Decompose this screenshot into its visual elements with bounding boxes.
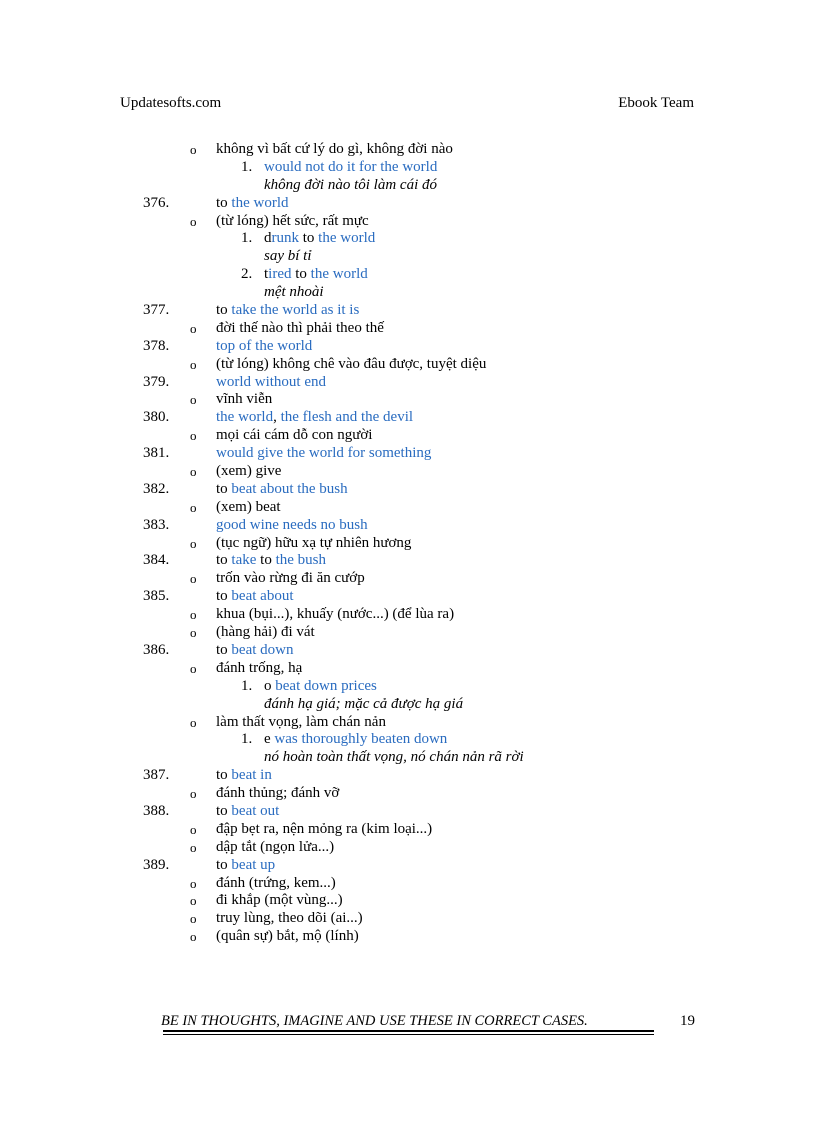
plain-text: (xem) beat bbox=[216, 498, 281, 515]
plain-text: to bbox=[291, 266, 311, 283]
line-text bbox=[216, 588, 293, 606]
entry-number: 389. bbox=[143, 856, 170, 873]
line-text bbox=[264, 696, 463, 714]
entry-number: 378. bbox=[143, 337, 170, 354]
plain-text: đời thế nào thì phải theo thế bbox=[216, 319, 384, 336]
line-text bbox=[264, 678, 377, 696]
line-text bbox=[216, 427, 372, 445]
meaning-row bbox=[0, 910, 816, 928]
line-text bbox=[216, 141, 453, 159]
line-text bbox=[216, 356, 486, 374]
dictionary-entries bbox=[0, 141, 816, 946]
linked-term[interactable]: beat in bbox=[231, 767, 272, 784]
bullet-icon: o bbox=[190, 392, 197, 408]
example-number: 1. bbox=[241, 158, 253, 175]
line-text bbox=[216, 767, 272, 785]
meaning-row bbox=[0, 624, 816, 642]
line-text bbox=[264, 749, 524, 767]
bullet-icon: o bbox=[190, 893, 197, 909]
bullet-icon: o bbox=[190, 660, 197, 676]
entry-row bbox=[0, 588, 816, 606]
linked-term[interactable]: would not do it for the world bbox=[264, 158, 438, 175]
plain-text: mọi cái cám dỗ con người bbox=[216, 427, 373, 444]
plain-text: đánh (trứng, kem...) bbox=[216, 874, 336, 891]
plain-text: , bbox=[273, 409, 281, 426]
plain-text: không vì bất cứ lý do gì, không đời nào bbox=[216, 141, 453, 157]
bullet-icon: o bbox=[190, 625, 197, 641]
translation-row bbox=[0, 177, 816, 195]
line-text bbox=[216, 552, 326, 570]
meaning-row bbox=[0, 463, 816, 481]
header-site-name: Updatesofts.com bbox=[120, 95, 222, 111]
plain-text: đánh trống, hạ bbox=[216, 659, 303, 676]
plain-text: to bbox=[216, 641, 232, 658]
linked-term[interactable]: the world bbox=[216, 409, 274, 426]
entry-number: 380. bbox=[143, 409, 170, 426]
line-text bbox=[216, 660, 302, 678]
plain-text: to bbox=[216, 856, 232, 873]
plain-text: không đời nào tôi làm cái đó bbox=[264, 176, 437, 193]
meaning-row bbox=[0, 213, 816, 231]
linked-term[interactable]: the world bbox=[310, 266, 368, 283]
line-text bbox=[264, 248, 312, 266]
line-text bbox=[216, 517, 368, 535]
linked-term[interactable]: beat out bbox=[231, 802, 280, 819]
page-number: 19 bbox=[680, 1013, 695, 1029]
line-text bbox=[216, 642, 294, 660]
meaning-row bbox=[0, 875, 816, 893]
entry-number: 382. bbox=[143, 480, 170, 497]
plain-text: vĩnh viễn bbox=[216, 391, 273, 408]
translation-row bbox=[0, 248, 816, 266]
example-row bbox=[0, 159, 816, 177]
linked-term[interactable]: the world bbox=[231, 194, 289, 211]
bullet-icon: o bbox=[190, 499, 197, 515]
entry-row bbox=[0, 517, 816, 535]
meaning-row bbox=[0, 356, 816, 374]
example-row bbox=[0, 731, 816, 749]
line-text bbox=[216, 606, 454, 624]
example-number: 1. bbox=[241, 731, 253, 748]
plain-text: dập tắt (ngọn lửa...) bbox=[216, 838, 335, 855]
line-text bbox=[264, 731, 447, 749]
example-row bbox=[0, 230, 816, 248]
meaning-row bbox=[0, 391, 816, 409]
line-text bbox=[216, 195, 289, 213]
entry-row bbox=[0, 642, 816, 660]
entry-row bbox=[0, 445, 816, 463]
line-text bbox=[216, 803, 279, 821]
entry-number: 385. bbox=[143, 588, 170, 605]
plain-text: to bbox=[216, 480, 232, 497]
bullet-icon: o bbox=[190, 464, 197, 480]
entry-row bbox=[0, 195, 816, 213]
bullet-icon: o bbox=[190, 839, 197, 855]
meaning-row bbox=[0, 427, 816, 445]
plain-text: đánh thủng; đánh vỡ bbox=[216, 785, 340, 802]
plain-text: trốn vào rừng đi ăn cướp bbox=[216, 570, 365, 587]
meaning-row bbox=[0, 928, 816, 946]
plain-text: say bí tỉ bbox=[264, 248, 312, 265]
entry-number: 388. bbox=[143, 802, 170, 819]
example-number: 2. bbox=[241, 266, 253, 283]
bullet-icon: o bbox=[190, 428, 197, 444]
entry-number: 384. bbox=[143, 552, 170, 569]
linked-term[interactable]: the flesh and the devil bbox=[280, 409, 414, 426]
entry-row bbox=[0, 552, 816, 570]
line-text bbox=[216, 409, 413, 427]
meaning-row bbox=[0, 535, 816, 553]
plain-text: làm thất vọng, làm chán nản bbox=[216, 713, 386, 730]
linked-term[interactable]: beat about bbox=[231, 588, 294, 605]
entry-row bbox=[0, 767, 816, 785]
plain-text: to bbox=[216, 802, 232, 819]
plain-text: (quân sự) bắt, mộ (lính) bbox=[216, 928, 359, 945]
bullet-icon: o bbox=[190, 535, 197, 551]
linked-term[interactable]: the world bbox=[318, 230, 376, 247]
plain-text: truy lùng, theo dõi (ai...) bbox=[216, 910, 363, 927]
line-text bbox=[216, 821, 432, 839]
line-text bbox=[216, 839, 334, 857]
bullet-icon: o bbox=[190, 571, 197, 587]
line-text bbox=[264, 177, 437, 195]
line-text bbox=[216, 302, 359, 320]
entry-number: 376. bbox=[143, 194, 170, 211]
linked-term[interactable]: ired bbox=[268, 266, 292, 283]
line-text bbox=[216, 875, 336, 893]
line-text bbox=[216, 910, 363, 928]
line-text bbox=[216, 535, 411, 553]
entry-row bbox=[0, 481, 816, 499]
plain-text: e bbox=[264, 731, 275, 748]
plain-text: to bbox=[299, 230, 319, 247]
linked-term[interactable]: the bush bbox=[275, 552, 326, 569]
translation-row bbox=[0, 696, 816, 714]
linked-term[interactable]: take the world as it is bbox=[231, 302, 360, 319]
bullet-icon: o bbox=[190, 929, 197, 945]
linked-term[interactable]: top of the world bbox=[216, 337, 313, 354]
bullet-icon: o bbox=[190, 320, 197, 336]
line-text bbox=[264, 284, 324, 302]
line-text bbox=[216, 213, 369, 231]
entry-row bbox=[0, 857, 816, 875]
bullet-icon: o bbox=[190, 875, 197, 891]
plain-text: to bbox=[256, 552, 276, 569]
line-text bbox=[216, 445, 431, 463]
linked-term[interactable]: world without end bbox=[216, 373, 326, 390]
plain-text: khua (bụi...), khuấy (nước...) (để lùa ra) bbox=[216, 606, 455, 623]
linked-term[interactable]: good wine needs no bush bbox=[216, 516, 368, 533]
plain-text: (tục ngữ) hữu xạ tự nhiên hương bbox=[216, 534, 412, 551]
bullet-icon: o bbox=[190, 356, 197, 372]
plain-text: đập bẹt ra, nện mỏng ra (kim loại...) bbox=[216, 820, 433, 837]
line-text bbox=[216, 624, 315, 642]
bullet-icon: o bbox=[190, 786, 197, 802]
line-text bbox=[216, 928, 359, 946]
plain-text: to bbox=[216, 302, 232, 319]
meaning-row bbox=[0, 606, 816, 624]
bullet-icon: o bbox=[190, 607, 197, 623]
line-text bbox=[216, 320, 384, 338]
bullet-icon: o bbox=[190, 911, 197, 927]
bullet-icon: o bbox=[190, 714, 197, 730]
bullet-icon: o bbox=[190, 213, 197, 229]
linked-term[interactable]: take bbox=[231, 552, 257, 569]
line-text bbox=[216, 338, 312, 356]
header-team-name: Ebook Team bbox=[618, 95, 694, 111]
line-text bbox=[264, 266, 368, 284]
entry-row bbox=[0, 409, 816, 427]
entry-row bbox=[0, 803, 816, 821]
plain-text: đánh hạ giá; mặc cả được hạ giá bbox=[264, 695, 464, 712]
entry-row bbox=[0, 374, 816, 392]
entry-row bbox=[0, 338, 816, 356]
meaning-row bbox=[0, 785, 816, 803]
translation-row bbox=[0, 284, 816, 302]
meaning-row bbox=[0, 320, 816, 338]
example-row bbox=[0, 678, 816, 696]
bullet-icon: o bbox=[190, 142, 197, 157]
footer-rule-thick bbox=[163, 1030, 654, 1032]
plain-text: nó hoàn toàn thất vọng, nó chán nản rã rời bbox=[264, 749, 524, 766]
entry-number: 386. bbox=[143, 641, 170, 658]
entry-number: 379. bbox=[143, 373, 170, 390]
line-text bbox=[216, 892, 343, 910]
plain-text: d bbox=[264, 230, 272, 247]
line-text bbox=[216, 570, 365, 588]
plain-text: (từ lóng) hết sức, rất mực bbox=[216, 212, 369, 229]
plain-text: to bbox=[216, 588, 232, 605]
translation-row bbox=[0, 749, 816, 767]
entry-number: 377. bbox=[143, 302, 170, 319]
line-text bbox=[264, 159, 437, 177]
plain-text: t bbox=[264, 266, 269, 283]
footer-slogan: BE IN THOUGHTS, IMAGINE AND USE THESE IN CORRECT CASES. bbox=[161, 1013, 588, 1029]
line-text bbox=[216, 785, 339, 803]
plain-text: to bbox=[216, 552, 232, 569]
entry-number: 381. bbox=[143, 445, 170, 462]
plain-text: mệt nhoài bbox=[264, 284, 324, 301]
meaning-row bbox=[0, 714, 816, 732]
example-number: 1. bbox=[241, 230, 253, 247]
entry-row bbox=[0, 302, 816, 320]
entry-number: 387. bbox=[143, 767, 170, 784]
line-text bbox=[216, 463, 281, 481]
line-text bbox=[216, 714, 386, 732]
linked-term[interactable]: beat down bbox=[231, 641, 294, 658]
plain-text: (từ lóng) không chê vào đâu được, tuyệt diệu bbox=[216, 355, 487, 372]
meaning-row bbox=[0, 660, 816, 678]
meaning-row bbox=[0, 821, 816, 839]
line-text bbox=[216, 391, 272, 409]
bullet-icon: o bbox=[190, 821, 197, 837]
footer-rule-thin bbox=[163, 1034, 654, 1035]
linked-term[interactable]: runk bbox=[271, 230, 299, 247]
line-text bbox=[216, 499, 281, 517]
line-text bbox=[216, 481, 348, 499]
meaning-row bbox=[0, 141, 816, 159]
linked-term[interactable]: beat up bbox=[231, 856, 276, 873]
plain-text: to bbox=[216, 194, 232, 211]
line-text bbox=[216, 374, 326, 392]
meaning-row bbox=[0, 499, 816, 517]
line-text bbox=[264, 230, 375, 248]
plain-text: đi khắp (một vùng...) bbox=[216, 892, 343, 909]
linked-term[interactable]: beat about the bush bbox=[231, 480, 348, 497]
meaning-row bbox=[0, 892, 816, 910]
plain-text: (hàng hải) đi vát bbox=[216, 624, 315, 641]
plain-text: o bbox=[264, 677, 276, 694]
linked-term[interactable]: would give the world for something bbox=[216, 445, 432, 462]
plain-text: (xem) give bbox=[216, 463, 282, 480]
example-number: 1. bbox=[241, 677, 253, 694]
example-row bbox=[0, 266, 816, 284]
meaning-row bbox=[0, 839, 816, 857]
linked-term[interactable]: beat down prices bbox=[275, 677, 377, 694]
meaning-row bbox=[0, 570, 816, 588]
plain-text: to bbox=[216, 767, 232, 784]
linked-term[interactable]: was thoroughly beaten down bbox=[274, 731, 448, 748]
line-text bbox=[216, 857, 275, 875]
entry-number: 383. bbox=[143, 516, 170, 533]
